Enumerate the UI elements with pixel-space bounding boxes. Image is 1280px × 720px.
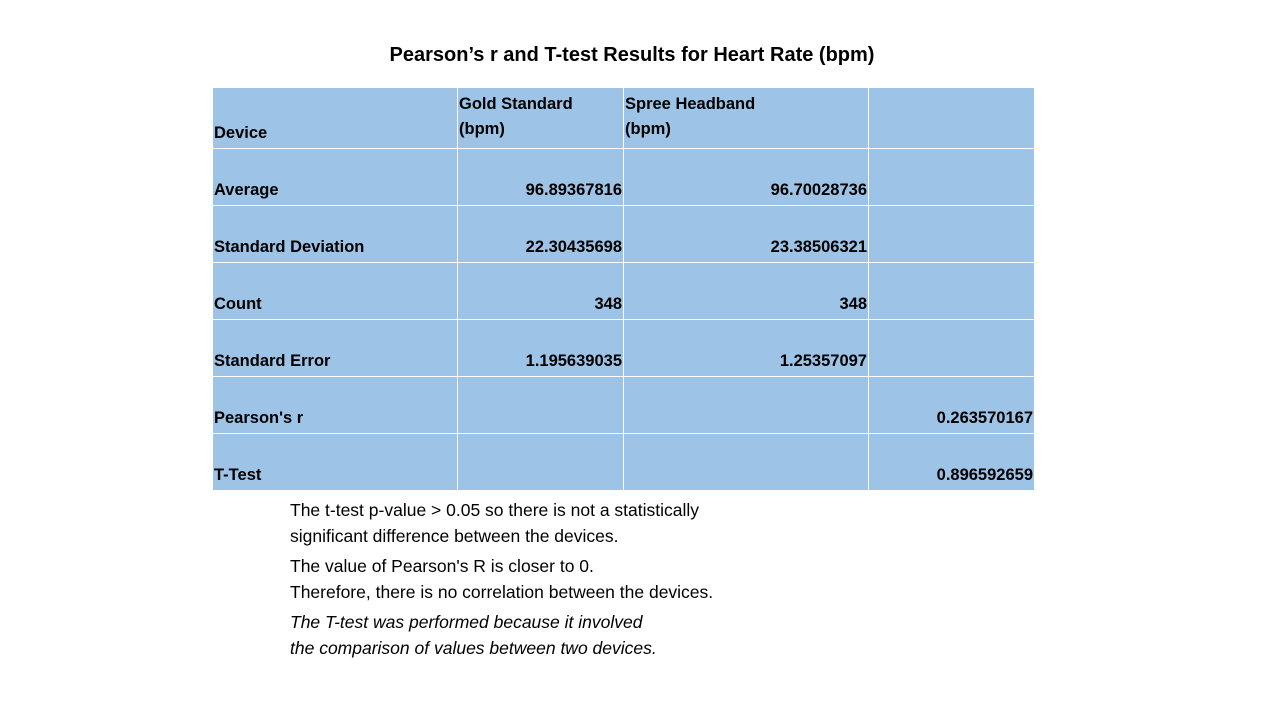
extra-value — [869, 320, 1035, 377]
ttest-note — [290, 497, 713, 549]
pearson-note-line2: Therefore, there is no correlation between the devices. — [290, 582, 714, 602]
pearson-note-line1: The value of Pearson's R is closer to 0. — [290, 556, 594, 576]
ttest-note-line1: The t-test p-value > 0.05 so there is not a statistically — [290, 500, 700, 520]
row-label: Standard Deviation — [213, 206, 458, 263]
table-row — [213, 434, 1035, 491]
table-row — [213, 320, 1035, 377]
spree-value — [624, 434, 869, 491]
page-title: Pearson’s r and T-test Results for Heart Rate (bpm) — [389, 44, 875, 66]
spree-value: 23.38506321 — [624, 206, 869, 263]
results-table — [212, 87, 1035, 491]
extra-value: 0.896592659 — [869, 434, 1035, 491]
gold-value: 22.30435698 — [458, 206, 624, 263]
pearson-note — [290, 553, 713, 605]
table-row — [213, 206, 1035, 263]
header-spree-line2: (bpm) — [625, 120, 671, 138]
header-extra — [869, 88, 1035, 149]
extra-value — [869, 149, 1035, 206]
extra-value — [869, 263, 1035, 320]
spree-value: 1.25357097 — [624, 320, 869, 377]
gold-value: 96.89367816 — [458, 149, 624, 206]
gold-value — [458, 434, 624, 491]
row-label: Average — [213, 149, 458, 206]
extra-value: 0.263570167 — [869, 377, 1035, 434]
spree-value: 96.70028736 — [624, 149, 869, 206]
method-note — [290, 609, 713, 661]
header-device: Device — [213, 88, 458, 149]
method-note-line2: the comparison of values between two devices. — [290, 638, 657, 658]
table-row — [213, 377, 1035, 434]
header-gold-line1: Gold Standard — [459, 95, 573, 113]
table-header-row — [213, 88, 1035, 149]
table-row — [213, 263, 1035, 320]
notes — [290, 497, 713, 665]
row-label: T-Test — [213, 434, 458, 491]
method-note-line1: The T-test was performed because it involved — [290, 612, 643, 632]
spree-value: 348 — [624, 263, 869, 320]
gold-value — [458, 377, 624, 434]
gold-value: 1.195639035 — [458, 320, 624, 377]
extra-value — [869, 206, 1035, 263]
row-label: Count — [213, 263, 458, 320]
row-label: Pearson's r — [213, 377, 458, 434]
header-gold-standard — [458, 88, 624, 149]
header-spree-headband — [624, 88, 869, 149]
gold-value: 348 — [458, 263, 624, 320]
row-label: Standard Error — [213, 320, 458, 377]
header-gold-line2: (bpm) — [459, 120, 505, 138]
ttest-note-line2: significant difference between the devices. — [290, 526, 619, 546]
table-row — [213, 149, 1035, 206]
spree-value — [624, 377, 869, 434]
header-spree-line1: Spree Headband — [625, 95, 756, 113]
